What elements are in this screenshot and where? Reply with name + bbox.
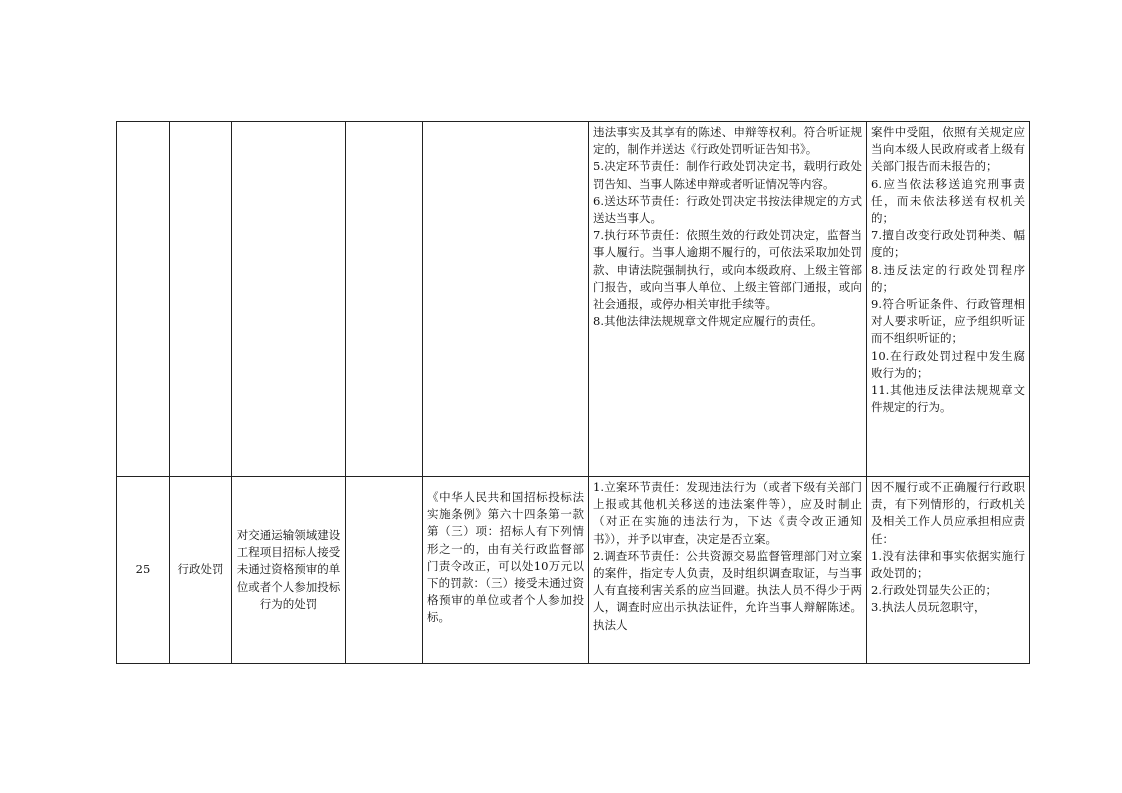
accountability-item: 案件中受阻，依照有关规定应当向本级人民政府或者上级有关部门报告而未报告的；	[871, 125, 1025, 174]
row-number-cell: 25	[117, 477, 170, 664]
responsibilities-cell	[589, 477, 867, 664]
responsibility-paragraph: 1.立案环节责任：发现违法行为（或者下级有关部门上报或其他机关移送的违法案件等），应及时制止（对正在实施的违法行为，下达《责令改正通知书》），并予以审查，决定是否立案。	[593, 480, 862, 546]
accountability-item: 11.其他违反法律法规规章文件规定的行为。	[871, 383, 1025, 415]
category-cell	[170, 122, 232, 477]
responsibility-paragraph: 7.执行环节责任：依照生效的行政处罚决定，监督当事人履行。当事人逾期不履行的，可依法采取加处罚款、申请法院强制执行，或向本级政府、上级主管部门报告，或向当事人单位、上级主管部门通报，或向社会通报，或停办相关审批手续等。	[593, 228, 862, 312]
accountability-item: 2.行政处罚显失公正的；	[871, 583, 997, 598]
table-row	[117, 477, 1030, 664]
responsibility-table	[116, 121, 1030, 664]
responsibility-paragraph: 2.调查环节责任：公共资源交易监督管理部门对立案的案件，指定专人负责，及时组织调查取证，与当事人有直接利害关系的应当回避。执法人员不得少于两人，调查时应出示执法证件，允许当事人辩解陈述。执法人	[593, 548, 862, 632]
responsibility-paragraph: 违法事实及其享有的陈述、申辩等权利。符合听证规定的，制作并送达《行政处罚听证告知书》。	[593, 125, 862, 157]
table-row	[117, 122, 1030, 477]
blank-cell	[346, 122, 423, 477]
responsibility-paragraph: 6.送达环节责任：行政处罚决定书按法律规定的方式送达当事人。	[593, 193, 862, 226]
blank-cell	[346, 477, 423, 664]
accountability-item: 7.擅自改变行政处罚种类、幅度的；	[871, 228, 1025, 260]
accountability-item: 6.应当依法移送追究刑事责任，而未依法移送有权机关的；	[871, 176, 1025, 226]
accountability-cell	[867, 122, 1030, 477]
row-number-cell	[117, 122, 170, 477]
accountability-item: 因不履行或不正确履行行政职责，有下列情形的，行政机关及相关工作人员应承担相应责任：	[871, 480, 1025, 546]
accountability-item: 3.执法人员玩忽职守，	[871, 600, 986, 615]
responsibility-paragraph: 8.其他法律法规规章文件规定应履行的责任。	[593, 314, 823, 329]
legal-basis-cell	[423, 122, 589, 477]
item-name-cell: 对交通运输领域建设工程项目招标人接受未通过资格预审的单位或者个人参加投标行为的处罚	[232, 477, 346, 664]
accountability-cell	[867, 477, 1030, 664]
legal-basis-cell: 《中华人民共和国招标投标法实施条例》第六十四条第一款第（三）项：招标人有下列情形之一的，由有关行政监督部门责令改正，可以处10万元以下的罚款：（三）接受未通过资格预审的单位或者个人参加投标。	[423, 477, 589, 664]
item-name-cell	[232, 122, 346, 477]
accountability-item: 1.没有法律和事实依据实施行政处罚的；	[871, 548, 1025, 581]
accountability-item: 10.在行政处罚过程中发生腐败行为的；	[871, 348, 1025, 380]
responsibility-paragraph: 5.决定环节责任：制作行政处罚决定书，载明行政处罚告知、当事人陈述申辩或者听证情况等内容。	[593, 159, 862, 191]
accountability-item: 9.符合听证条件、行政管理相对人要求听证，应予组织听证而不组织听证的；	[871, 297, 1025, 346]
category-cell: 行政处罚	[170, 477, 232, 664]
accountability-item: 8.违反法定的行政处罚程序的；	[871, 262, 1025, 294]
responsibilities-cell	[589, 122, 867, 477]
